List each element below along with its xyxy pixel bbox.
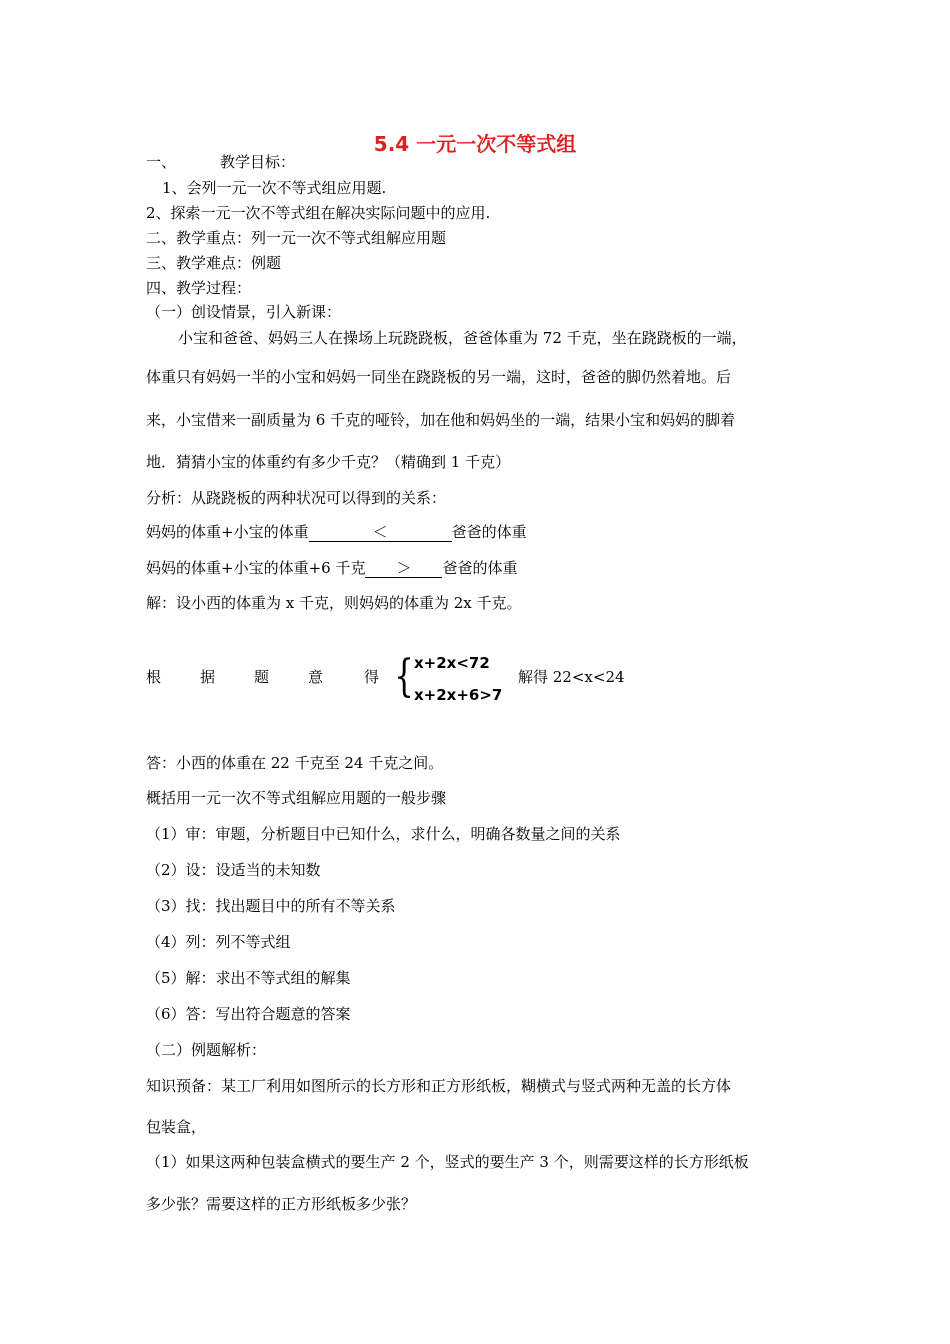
relation-1 [146,522,527,542]
page-title: 5.4 一元一次不等式组 [373,132,577,156]
part2-heading: （二）例题解析： [146,1041,267,1059]
system-brace: { [394,651,414,702]
analysis: 分析：从跷跷板的两种状况可以得到的关系： [146,489,447,507]
question-1-line-2: 多少张？需要这样的正方形纸板多少张？ [146,1195,417,1213]
inequality-2: x+2x+6>7 [414,686,503,704]
according-char-5: 得 [364,668,380,686]
solution-result: 解得 22<x<24 [518,668,625,686]
according-char-4: 意 [308,668,324,686]
relation-2-left: 妈妈的体重+小宝的体重+6 千克 [146,559,366,577]
problem-line-4: 地．猜猜小宝的体重约有多少千克？（精确到 1 千克） [146,453,511,471]
question-1-line-1: （1）如果这两种包装盒横式的要生产 2 个，竖式的要生产 3 个，则需要这样的长方形纸板 [146,1153,749,1171]
prep-line-2: 包装盒， [146,1118,207,1136]
goal-1: 1、会列一元一次不等式组应用题. [162,179,387,197]
relation-1-left: 妈妈的体重+小宝的体重 [146,523,309,541]
step-6: （6）答：写出符合题意的答案 [146,1005,351,1023]
inequality-1: x+2x<72 [414,654,490,672]
solve-setup: 解：设小西的体重为 x 千克，则妈妈的体重为 2x 千克。 [146,594,522,612]
relation-2 [146,558,517,578]
difficulty: 三、教学难点：例题 [146,254,282,272]
goal-2: 2、探索一元一次不等式组在解决实际问题中的应用. [146,204,491,222]
problem-line-1: 小宝和爸爸、妈妈三人在操场上玩跷跷板，爸爸体重为 72 千克，坐在跷跷板的一端， [178,329,747,347]
relation-1-right: 爸爸的体重 [451,523,527,541]
problem-line-2: 体重只有妈妈一半的小宝和妈妈一同坐在跷跷板的另一端，这时，爸爸的脚仍然着地。后 [146,368,732,386]
according-char-1: 根 [146,668,162,686]
step-4: （4）列：列不等式组 [146,933,291,951]
goals-heading [146,152,295,172]
step-2: （2）设：设适当的未知数 [146,861,321,879]
summary: 概括用一元一次不等式组解应用题的一般步骤 [146,789,447,807]
problem-line-3: 来，小宝借来一副质量为 6 千克的哑铃，加在他和妈妈坐的一端，结果小宝和妈妈的脚着 [146,411,736,429]
step-1: （1）审：审题，分析题目中已知什么，求什么，明确各数量之间的关系 [146,825,621,843]
process-heading: 四、教学过程： [146,279,252,297]
part1-heading: （一）创设情景，引入新课： [146,303,342,321]
relation-2-sign: ＞ [365,559,442,578]
key-point: 二、教学重点：列一元一次不等式组解应用题 [146,229,447,247]
step-5: （5）解：求出不等式组的解集 [146,969,351,987]
answer: 答：小西的体重在 22 千克至 24 千克之间。 [146,754,444,772]
according-char-3: 题 [254,668,270,686]
goals-heading-text: 教学目标： [220,153,296,171]
according-char-2: 据 [200,668,216,686]
goals-heading-number: 一、 [146,153,177,171]
relation-1-sign: ＜ [309,523,452,542]
step-3: （3）找：找出题目中的所有不等关系 [146,897,396,915]
relation-2-right: 爸爸的体重 [442,559,518,577]
prep-line-1: 知识预备：某工厂利用如图所示的长方形和正方形纸板，糊横式与竖式两种无盖的长方体 [146,1077,732,1095]
